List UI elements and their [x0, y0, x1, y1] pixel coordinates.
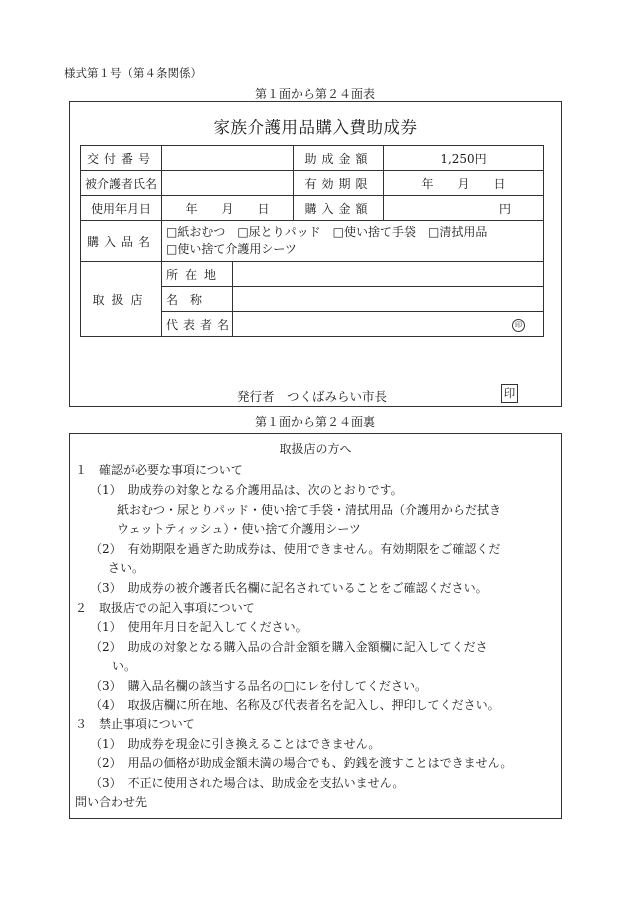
shop-name-field[interactable]: [233, 287, 544, 312]
notice-item: （2） 助成の対象となる購入品の合計金額を購入金額欄に記入してくださ: [90, 640, 488, 654]
issue-no-field[interactable]: [162, 146, 294, 171]
contact-label: 問い合わせ先: [75, 795, 148, 809]
goods-name-label: 購入品名: [81, 221, 162, 262]
issue-no-label: 交付番号: [81, 146, 162, 171]
goods-options[interactable]: [162, 221, 544, 262]
table-row: [81, 171, 544, 196]
front-side-caption: 第１面から第２４面表: [254, 87, 375, 101]
notice-item: （2） 有効期限を過ぎた助成券は、使用できません。有効期限をご確認くだ: [90, 542, 501, 556]
purchase-amount-field[interactable]: 円: [384, 196, 544, 221]
notice-item: （1） 助成券の対象となる介護用品は、次のとおりです。: [90, 483, 403, 497]
notice-item: （3） 不正に使用された場合は、助成金を支払いません。: [90, 776, 405, 790]
notice-item: （3） 助成券の被介護者氏名欄に記名されていることをご確認ください。: [90, 581, 488, 595]
valid-until-label: 有効期限: [294, 171, 384, 196]
use-date-field[interactable]: 年 月 日: [162, 196, 294, 221]
representative-field[interactable]: [233, 312, 544, 337]
grant-amount-label: 助成金額: [294, 146, 384, 171]
representative-label: 代表者名: [162, 312, 233, 337]
shop-name-label: 名 称: [162, 287, 233, 312]
goods-options-line[interactable]: □使い捨て介護用シーツ: [166, 242, 297, 256]
coupon-title: 家族介護用品購入費助成券: [213, 118, 418, 137]
coupon-table: [80, 145, 544, 337]
table-row: [81, 196, 544, 221]
table-row: [81, 262, 544, 287]
table-row: [81, 221, 544, 262]
address-label: 所在地: [162, 262, 233, 287]
section-heading: ２ 取扱店での記入事項について: [75, 601, 255, 615]
notice-item-cont: 紙おむつ・尿とりパッド・使い捨て手袋・清拭用品（介護用からだ拭き: [117, 503, 502, 517]
address-field[interactable]: [233, 262, 544, 287]
notice-item-cont: ウェットティッシュ）・使い捨て介護用シーツ: [117, 522, 361, 536]
notice-item: （4） 取扱店欄に所在地、名称及び代表者名を記入し、押印してください。: [90, 698, 500, 712]
notice-item: （1） 使用年月日を記入してください。: [90, 620, 308, 634]
back-side-caption: 第１面から第２４面裏: [254, 415, 375, 429]
valid-until-value: 年 月 日: [384, 171, 544, 196]
goods-options-line[interactable]: □紙おむつ □尿とりパッド □使い捨て手袋 □清拭用品: [166, 225, 488, 239]
seal-mark-icon: 印: [512, 319, 525, 332]
coupon-back: [69, 433, 562, 819]
coupon-front: [69, 101, 562, 407]
form-number-label: 様式第１号（第４条関係）: [64, 66, 202, 80]
table-row: [81, 146, 544, 171]
back-heading: 取扱店の方へ: [279, 442, 352, 456]
issuer-label: 発行者 つくばみらい市長: [237, 389, 388, 404]
care-receiver-field[interactable]: [162, 171, 294, 196]
section-heading: １ 確認が必要な事項について: [75, 463, 243, 477]
grant-amount-value: 1,250円: [384, 146, 544, 171]
section-heading: ３ 禁止事項について: [75, 717, 195, 731]
use-date-label: 使用年月日: [81, 196, 162, 221]
notice-item: （2） 用品の価格が助成金額未満の場合でも、釣銭を渡すことはできません。: [90, 756, 513, 770]
notice-item: （1） 助成券を現金に引き換えることはできません。: [90, 737, 381, 751]
care-receiver-label: 被介護者氏名: [81, 171, 162, 196]
notice-item: （3） 購入品名欄の該当する品名の□にレを付してください。: [90, 679, 427, 693]
issuer-seal-box: 印: [501, 384, 518, 403]
notice-item-cont: い。: [112, 659, 137, 673]
shop-label: 取扱店: [81, 262, 162, 337]
purchase-amount-label: 購入金額: [294, 196, 384, 221]
notice-item-cont: さい。: [108, 561, 145, 575]
